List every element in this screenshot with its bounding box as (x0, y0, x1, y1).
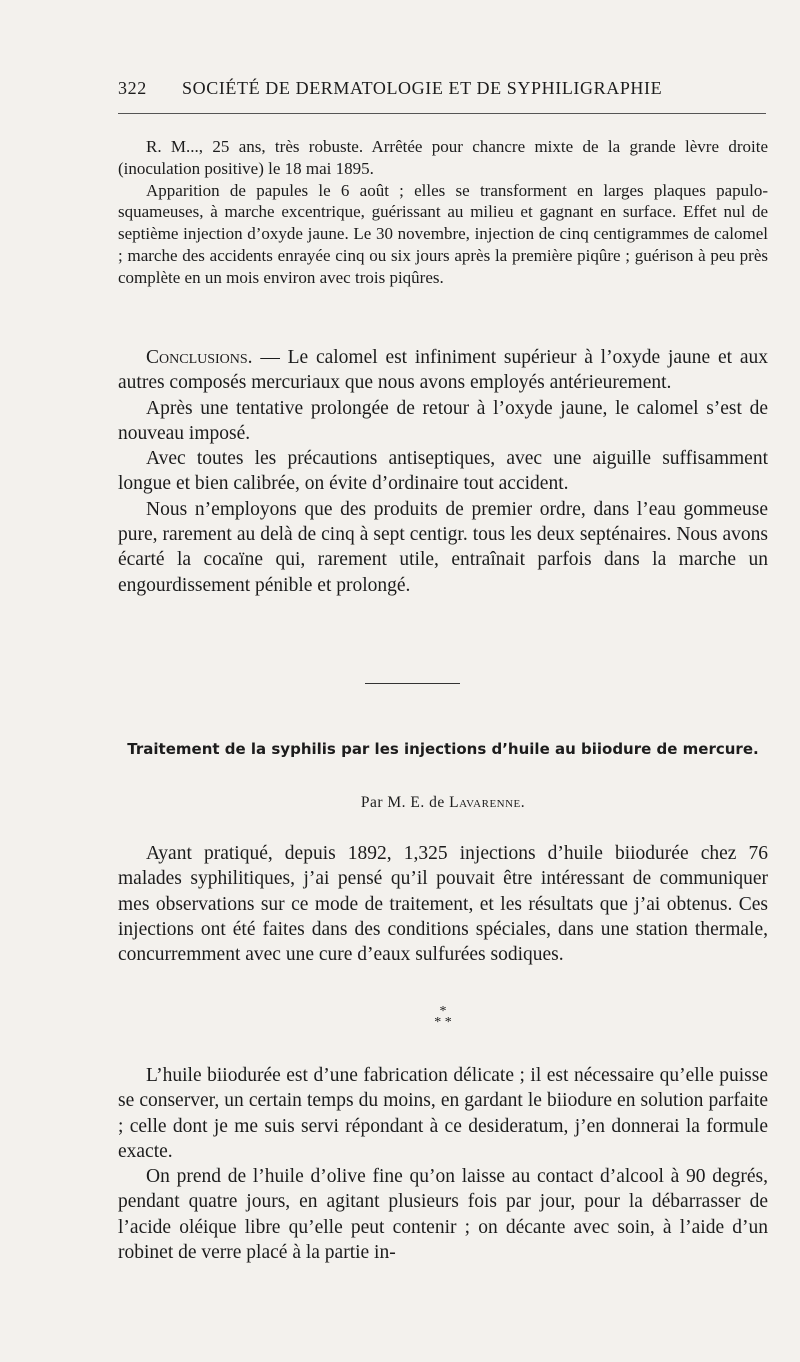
body-paragraph: On prend de l’huile d’olive fine qu’on laisse au contact d’alcool à 90 degrés, pendant quatre jours, en agitant plusieurs fois par jour, pour la débarrasser de l’acide oléique libre qu’elle peut contenir ; on décante avec soin, à l’aide d’un robinet de verre placé à la partie in- (118, 1166, 768, 1264)
author-name: Lavarenne (449, 794, 521, 811)
header-rule (118, 113, 766, 114)
intro-paragraph: Ayant pratiqué, depuis 1892, 1,325 injections d’huile biiodurée chez 76 malades syphilitiques, j’ai pensé qu’il pouvait être intéressant de communiquer mes observations sur ce mode de traitement, et les résultats que j’ai obtenus. Ces injections ont été faites dans des conditions spéciales, dans une station thermale, concurremment avec une cure d’eaux sulfurées sodiques. (118, 843, 768, 966)
case-paragraph: Apparition de papules le 6 août ; elles se transforment en larges plaques papulo-squameuses, à marche excentrique, guérissant au milieu et gagnant en surface. Effet nul de septième injection d’oxyde jaune. Le 30 novembre, injection de cinq centigrammes de calomel ; marche des accidents enrayée cinq ou six jours après la première piqûre ; guérison à peu près complète en un mois environ avec trois piqûres. (118, 180, 768, 287)
conclusions-paragraph (118, 345, 768, 396)
body-paragraph: L’huile biiodurée est d’une fabrication délicate ; il est nécessaire qu’elle puisse se conserver, un certain temps du moins, en gardant le biiodure en solution parfaite ; celle dont je me suis servi répondant à ce desideratum, j’en donnerai la formule exacte. (118, 1065, 768, 1162)
asterism (418, 1006, 468, 1028)
article-body (118, 1063, 768, 1265)
running-title: SOCIÉTÉ DE DERMATOLOGIE ET DE SYPHILIGRAPHIE (182, 78, 663, 98)
section-separator (365, 683, 460, 684)
byline-suffix: . (520, 794, 526, 811)
conclusions-paragraph: Nous n’employons que des produits de premier ordre, dans l’eau gommeuse pure, rarement au delà de cinq à sept centigr. tous les deux septénaires. Nous avons écarté la cocaïne qui, rarement utile, entraînait parfois dans la marche un engourdissement pénible et prolongé. (118, 498, 768, 596)
running-header (118, 78, 766, 99)
article-title: Traitement de la syphilis par les injections d’huile au biiodure de mercure. (127, 740, 759, 758)
page-number: 322 (118, 78, 147, 98)
conclusions-label: Conclusions. (146, 347, 253, 368)
asterism-bottom: * * (434, 1015, 452, 1030)
article-intro (118, 841, 768, 967)
conclusions-paragraph: Avec toutes les précautions antiseptiques, avec une aiguille suffisamment longue et bien calibrée, on évite d’ordinaire tout accident. (118, 448, 768, 495)
article-byline (118, 794, 768, 812)
conclusions-section (118, 345, 768, 598)
conclusions-paragraph: Après une tentative prolongée de retour à l’oxyde jaune, le calomel s’est de nouveau imposé. (118, 397, 768, 444)
case-report (118, 136, 768, 289)
asterism-top: * (439, 1004, 447, 1019)
conclusions-text: — Le calomel est infiniment supérieur à l’oxyde jaune et aux autres composés mercuriaux que nous avons employés antérieurement. (118, 347, 768, 394)
byline-prefix: Par M. E. de (360, 794, 450, 811)
case-paragraph: R. M..., 25 ans, très robuste. Arrêtée pour chancre mixte de la grande lèvre droite (inoculation positive) le 18 mai 1895. (118, 137, 768, 178)
